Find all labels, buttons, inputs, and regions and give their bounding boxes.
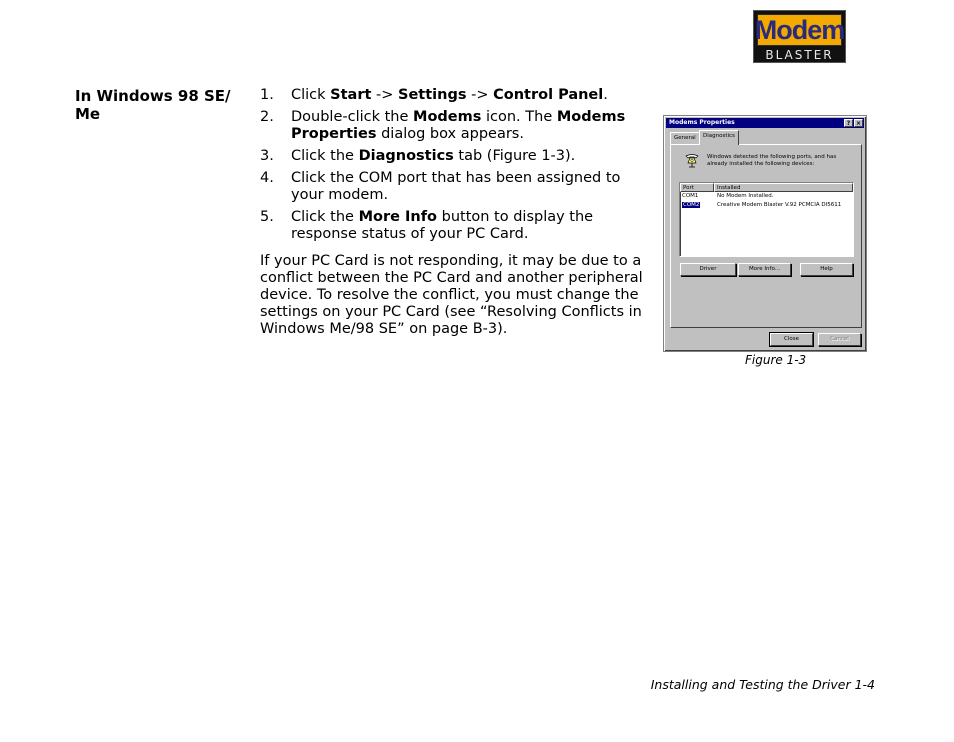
close-title-button[interactable]: × [855,120,862,127]
help-button[interactable]: Help [800,263,853,276]
help-title-button[interactable]: ? [844,119,853,127]
table-row[interactable] [680,201,853,210]
step-run: Click the [291,148,359,164]
step-emphasis: Diagnostics [358,148,454,164]
logo-word-modem: Modem [754,14,845,45]
step-run: -> [371,87,399,103]
step-text [291,148,650,165]
step-emphasis: Modems Properties [291,109,626,142]
step-item [260,109,650,143]
step-emphasis: More Info [358,209,437,225]
diagnostics-info-text: Windows detected the following ports, and has already installed the following devices: [707,154,837,167]
step-text [291,170,650,204]
port-com2: COM2 [683,202,700,208]
logo-word-blaster: BLASTER [765,47,834,62]
dialog-title: Modems Properties [669,119,735,126]
step-item [260,209,650,243]
step-number: 4. [260,170,274,186]
dialog-titlebar [666,118,864,128]
column-installed[interactable]: Installed [714,183,853,192]
port-com1: COM1 [682,193,699,199]
step-text [291,87,650,104]
step-item [260,87,650,104]
step-number: 1. [260,87,274,103]
section-heading: In Windows 98 SE/ Me [75,87,231,123]
column-port[interactable]: Port [680,183,714,192]
step-emphasis: Control Panel [493,87,604,103]
step-number: 2. [260,109,274,125]
close-button[interactable]: Close [770,333,813,346]
table-row[interactable] [680,192,853,201]
step-item [260,148,650,165]
driver-button[interactable]: Driver [680,263,736,276]
instruction-steps [260,87,650,248]
phone-icon [685,154,699,170]
modems-properties-dialog [663,115,867,352]
step-number: 3. [260,148,274,164]
logo-top-panel [754,14,845,46]
installed-com1: No Modem Installed. [717,193,774,199]
step-run: . [603,87,608,103]
ports-list-header [680,183,853,192]
step-text [291,209,650,243]
more-info-button[interactable]: More Info... [738,263,791,276]
ports-list[interactable] [679,182,854,257]
modem-blaster-logo [753,10,846,63]
step-run: icon. The [481,109,557,125]
step-item [260,170,650,204]
step-text [291,109,650,143]
tab-diagnostics[interactable]: Diagnostics [699,130,739,145]
step-run: tab (Figure 1-3). [453,148,576,164]
step-run: button to display the response status of your PC Card. [291,209,594,242]
step-run: Double-click the [291,109,414,125]
page-footer: Installing and Testing the Driver 1-4 [650,677,875,692]
step-number: 5. [260,209,274,225]
step-run: Click the [291,209,359,225]
step-run: Click the COM port that has been assigned to your modem. [291,170,621,203]
tab-general[interactable]: General [670,132,700,144]
step-emphasis: Modems [413,109,482,125]
step-run: -> [466,87,494,103]
step-run: dialog box appears. [376,126,524,142]
diagnostics-panel [670,144,862,328]
cancel-button[interactable]: Cancel [818,333,861,346]
step-emphasis: Start [330,87,372,103]
troubleshoot-paragraph: If your PC Card is not responding, it may be due to a conflict between the PC Card and another peripheral device. To resolve the conflict, you must change the settings on your PC Card (see “Resolving Conflicts in Windows Me/98 SE” on page B-3). [260,253,643,337]
figure-caption: Figure 1-3 [745,353,807,367]
step-emphasis: Settings [398,87,467,103]
step-run: Click [291,87,331,103]
installed-com2: Creative Modem Blaster V.92 PCMCIA DI5611 [717,202,842,208]
